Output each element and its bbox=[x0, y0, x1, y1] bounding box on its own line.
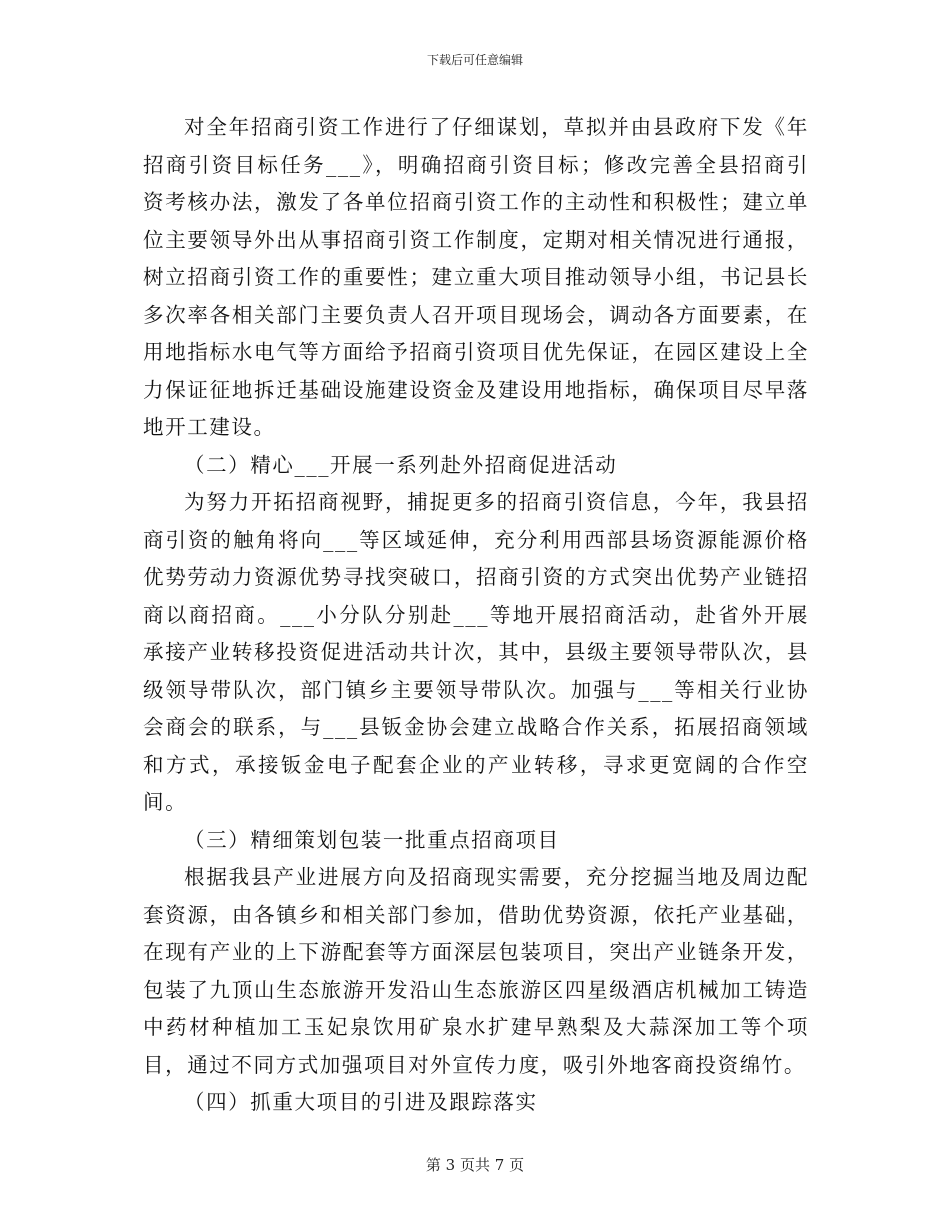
section-heading-4: （四）抓重大项目的引进及跟踪落实 bbox=[184, 1090, 538, 1114]
document-body bbox=[143, 109, 809, 1122]
section-heading-2: （二）精心___开展一系列赴外招商促进活动 bbox=[184, 452, 618, 477]
paragraph-packaging: 根据我县产业进展方向及招商现实需要，充分挖掘当地及周边配套资源，由各镇乡和相关部门参加，借助优势资源，依托产业基础，在现有产业的上下游配套等方面深层包装项目，突出产业链条开发，包装了九顶山生态旅游开发沿山生态旅游区四星级酒店机械加工铸造中药材种植加工玉妃泉饮用矿泉水扩建早熟梨及大蒜深加工等个项目，通过不同方式加强项目对外宣传力度，吸引外地客商投资绵竹。 bbox=[143, 865, 809, 1077]
page-footer: 第 3 页共 7 页 bbox=[425, 1156, 525, 1174]
page-header: 下载后可任意编辑 bbox=[426, 53, 523, 67]
paragraph-promotion: 为努力开拓招商视野，捕捉更多的招商引资信息，今年，我县招商引资的触角将向___等区域延伸，充分利用西部县场资源能源价格优势劳动力资源优势寻找突破口，招商引资的方式突出优势产业链招商以商招商。___小分队分别赴___等地开展招商活动，赴省外开展承接产业转移投资促进活动共计次，其中，县级主要领导带队次，县级领导带队次，部门镇乡主要领导带队次。加强与___等相关行业协会商会的联系，与___县钣金协会建立战略合作关系，拓展招商领域和方式，承接钣金电子配套企业的产业转移，寻求更宽阔的合作空间。 bbox=[143, 490, 809, 814]
section-heading-3: （三）精细策划包装一批重点招商项目 bbox=[184, 827, 560, 852]
paragraph-planning: 对全年招商引资工作进行了仔细谋划，草拟并由县政府下发《年招商引资目标任务___》，明确招商引资目标；修改完善全县招商引资考核办法，激发了各单位招商引资工作的主动性和积极性；建立单位主要领导外出从事招商引资工作制度，定期对相关情况进行通报，树立招商引资工作的重要性；建立重大项目推动领导小组，书记县长多次率各相关部门主要负责人召开项目现场会，调动各方面要素，在用地指标水电气等方面给予招商引资项目优先保证，在园区建设上全力保证征地拆迁基础设施建设资金及建设用地指标，确保项目尽早落地开工建设。 bbox=[143, 115, 809, 439]
